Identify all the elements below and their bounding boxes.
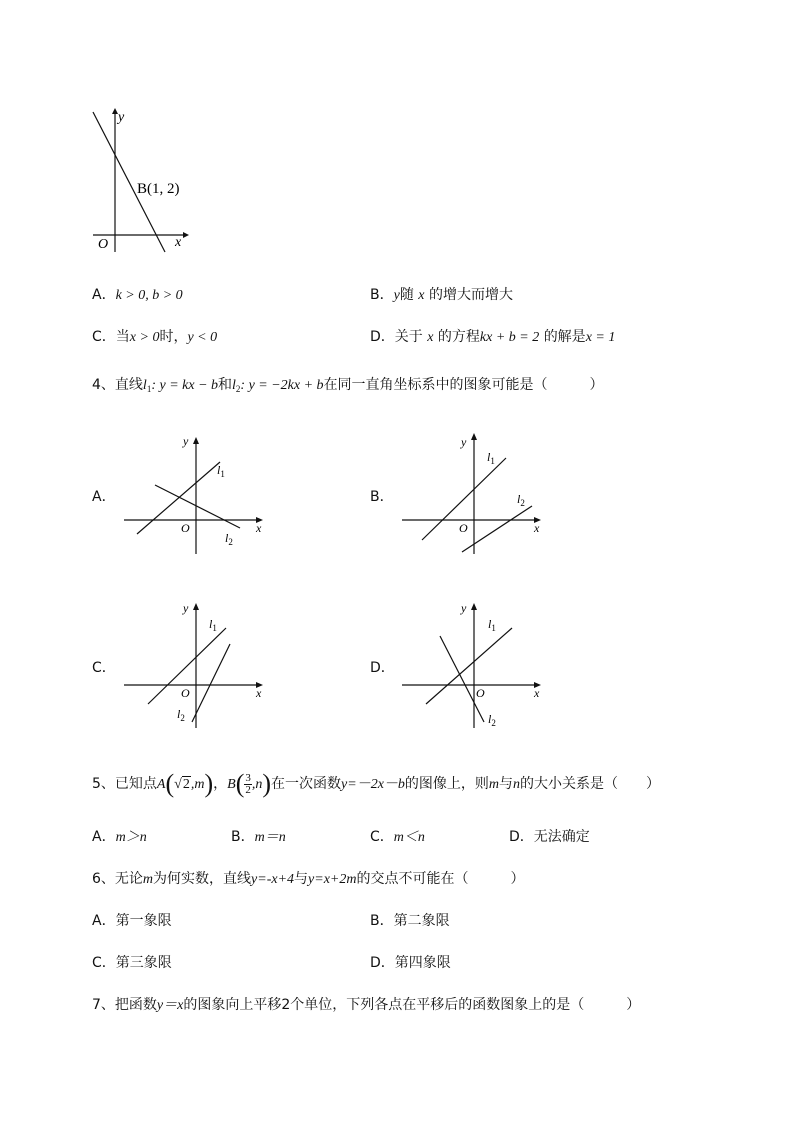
origin-label: O — [459, 521, 468, 535]
line-l2 — [155, 485, 240, 528]
q3-option-a[interactable] — [92, 284, 183, 304]
q4-graph-b — [398, 430, 548, 560]
option-math: m＜n — [393, 830, 425, 845]
l1-label: $l_1$ — [488, 617, 496, 633]
option-label: A． — [92, 829, 116, 845]
l2-symbol: l — [232, 378, 236, 393]
question-5-stem — [92, 766, 660, 803]
sqrt-sign: √ — [174, 777, 182, 792]
l1-label: $l_1$ — [217, 463, 225, 479]
q4-graph-d — [398, 598, 548, 733]
fraction-numerator: 3 — [245, 771, 251, 784]
q4-option-b[interactable]: B． — [370, 489, 394, 505]
l2-label: $l_2$ — [517, 492, 525, 508]
var-y: y — [393, 288, 400, 303]
q5-mid: 在一次函数 — [271, 776, 342, 792]
x-axis-label: x — [256, 686, 262, 700]
y-axis-arrow — [193, 603, 199, 610]
option-math: m＝n — [254, 830, 286, 845]
q7-function: y＝x — [156, 998, 184, 1013]
question-7-stem — [92, 994, 640, 1014]
var-m: m — [488, 777, 500, 792]
option-math: x > 0 — [129, 330, 160, 345]
origin-label: O — [476, 686, 485, 700]
origin-label: O — [181, 521, 190, 535]
q6-line-2: y=x+2m — [308, 872, 357, 887]
q5-with: 与 — [499, 776, 514, 792]
question-4-stem — [92, 374, 604, 394]
q4-option-d[interactable]: D． — [370, 660, 395, 676]
q5-option-b[interactable] — [231, 826, 286, 846]
point-b-label: B(1, 2) — [137, 181, 180, 197]
y-axis-label: y — [461, 601, 467, 615]
y-axis-label: y — [461, 435, 467, 449]
q3-option-b[interactable] — [370, 284, 513, 304]
origin-label: O — [98, 237, 109, 252]
q5-prefix: 5、已知点 — [92, 776, 157, 792]
l2-subscript: 2 — [235, 384, 241, 394]
line-l2 — [462, 506, 532, 552]
y-axis-arrow — [193, 437, 199, 444]
q5-option-d[interactable]: D．无法确定 — [509, 829, 590, 845]
x-axis-label: x — [175, 235, 182, 250]
q4-and: 和 — [218, 377, 233, 393]
q3-option-d[interactable] — [370, 326, 615, 346]
option-label: C．当 — [92, 329, 130, 345]
q6-option-c[interactable]: C．第三象限 — [92, 955, 172, 971]
option-text: 的解是 — [543, 329, 586, 345]
q6-line-1: y=-x+4 — [251, 872, 295, 887]
paren-open: ( — [235, 769, 245, 798]
l1-subscript: 1 — [146, 384, 152, 394]
q5-suffix: 的大小关系是（ ） — [520, 776, 661, 792]
line-l2 — [440, 636, 484, 722]
fraction — [244, 773, 252, 796]
l1-symbol: l — [142, 378, 147, 393]
point-a-m: ,m — [190, 777, 205, 792]
point-a: A — [156, 777, 166, 792]
q5-sep: ， — [213, 776, 228, 792]
option-math: k > 0, b > 0 — [115, 288, 183, 303]
x-axis-label: x — [256, 521, 262, 535]
q5-mid2: 的图像上，则 — [404, 776, 489, 792]
q6-option-b[interactable]: B．第二象限 — [370, 913, 450, 929]
y-axis-arrow — [471, 433, 477, 440]
q5-function: y=－2x－b — [341, 777, 405, 792]
l2-label: $l_2$ — [225, 531, 233, 547]
x-axis-label: x — [534, 686, 540, 700]
fraction-denominator: 2 — [245, 783, 251, 796]
q3-graph — [85, 100, 195, 260]
var-x: x — [418, 288, 425, 303]
paren-close: ) — [204, 769, 214, 798]
var-m: m — [142, 872, 154, 887]
q4-option-a[interactable]: A． — [92, 489, 116, 505]
option-label: B． — [231, 829, 255, 845]
q4-graph-c — [120, 598, 270, 733]
q6-suffix: 的交点不可能在（ ） — [356, 871, 525, 887]
l2-label: $l_2$ — [488, 712, 496, 728]
option-text: 的方程 — [437, 329, 480, 345]
option-label: A． — [92, 287, 116, 303]
y-axis-label: y — [183, 434, 189, 448]
l1-equation: : y = kx − b — [151, 378, 219, 393]
q3-option-c[interactable] — [92, 326, 217, 346]
l1-label: $l_1$ — [487, 450, 495, 466]
q5-option-a[interactable] — [92, 826, 147, 846]
l1-label: $l_1$ — [209, 617, 217, 633]
l2-equation: : y = −2kx + b — [240, 378, 324, 393]
q4-graph-a — [120, 430, 270, 560]
q4-suffix: 在同一直角坐标系中的图象可能是（ ） — [323, 377, 604, 393]
option-label: D．关于 — [370, 329, 423, 345]
q5-option-c[interactable] — [370, 826, 425, 846]
point-b: B — [227, 777, 236, 792]
option-text: 的增大而增大 — [428, 287, 513, 303]
q6-with: 与 — [294, 871, 309, 887]
x-axis-label: x — [534, 521, 540, 535]
paren-open: ( — [165, 769, 175, 798]
origin-label: O — [181, 686, 190, 700]
q6-mid: 为何实数，直线 — [153, 871, 252, 887]
y-axis-arrow — [471, 603, 477, 610]
q6-option-a[interactable]: A．第一象限 — [92, 913, 172, 929]
var-x: x — [427, 330, 434, 345]
option-math: kx + b = 2 — [479, 330, 540, 345]
option-text: 随 — [399, 287, 414, 303]
line-l1 — [137, 462, 220, 534]
y-axis-label: y — [118, 110, 125, 125]
option-math: y < 0 — [187, 330, 218, 345]
paren-close: ) — [262, 769, 272, 798]
sqrt-value: 2 — [182, 777, 190, 792]
question-6-stem — [92, 868, 524, 888]
q6-option-d[interactable]: D．第四象限 — [370, 955, 451, 971]
y-axis-label: y — [183, 601, 189, 615]
x-axis-arrow — [183, 232, 189, 238]
var-n: n — [513, 777, 521, 792]
option-label: C． — [370, 829, 394, 845]
l2-label: $l_2$ — [177, 707, 185, 723]
q7-suffix: 的图象向上平移2个单位，下列各点在平移后的函数图象上的是（ ） — [183, 997, 641, 1013]
q6-prefix: 6、无论 — [92, 871, 143, 887]
q4-option-c[interactable]: C． — [92, 660, 116, 676]
q4-prefix: 4、直线 — [92, 377, 143, 393]
option-text: 时， — [159, 329, 188, 345]
option-math: x = 1 — [585, 330, 616, 345]
q7-prefix: 7、把函数 — [92, 997, 157, 1013]
option-label: B． — [370, 287, 394, 303]
option-math: m＞n — [115, 830, 147, 845]
point-b-n: ,n — [251, 777, 263, 792]
